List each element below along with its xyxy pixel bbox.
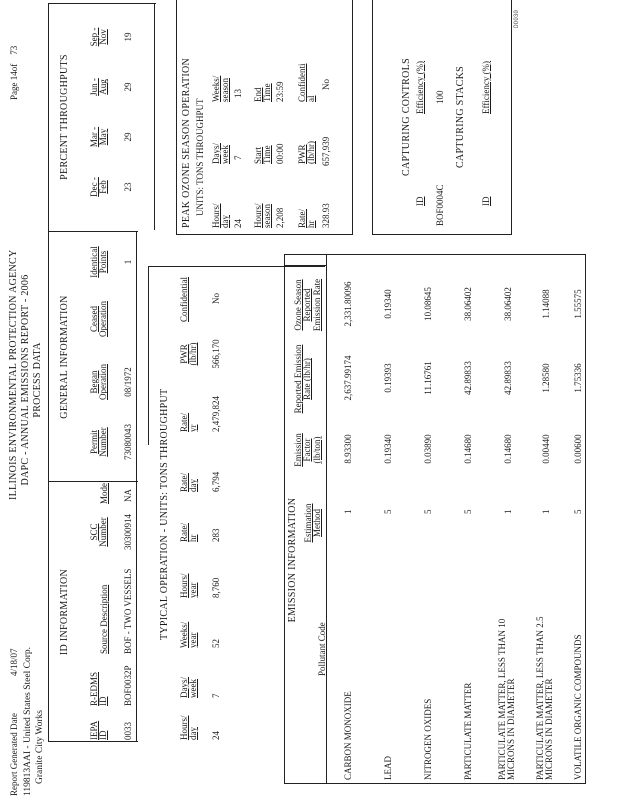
- stacks-id-header: ID: [481, 196, 491, 206]
- redms-id-header: R-EDMS ID: [89, 671, 109, 706]
- sep-nov-header: Sep - Nov: [89, 27, 109, 47]
- identical-points-header: Identical Points: [89, 246, 109, 278]
- peak-start-time-value: 00:00: [275, 143, 285, 164]
- top-rule: [48, 4, 49, 742]
- dec-feb-value: 23: [123, 182, 133, 192]
- peak-hours-season-value: 2,208: [275, 207, 285, 228]
- peak-ozone-title: PEAK OZONE SEASON OPERATION: [181, 57, 192, 228]
- iepa-id-value: 0033: [123, 722, 133, 740]
- ozone-rate-6: 1.14088: [541, 289, 551, 319]
- peak-end-time-header: End Time: [253, 83, 273, 102]
- mar-may-value: 29: [123, 132, 133, 142]
- method-7: 5: [573, 509, 583, 514]
- typ-rate-hr-value: 283: [211, 528, 221, 542]
- typ-rate-day-header: Rate/ day: [179, 473, 199, 492]
- report-generated-date: 4/18/07: [9, 648, 19, 676]
- jun-aug-value: 29: [123, 82, 133, 92]
- sep-nov-value: 19: [123, 32, 133, 42]
- form-stamp: DO030: [513, 9, 520, 28]
- permit-number-value: 73080043: [123, 424, 133, 460]
- ceased-operation-header: Ceased Operation: [89, 301, 109, 337]
- peak-start-time-header: Start Time: [253, 145, 273, 164]
- pollutant-2: LEAD: [383, 756, 393, 780]
- peak-pwr-value: 657,939: [321, 136, 331, 166]
- controls-id-header: ID: [415, 196, 425, 206]
- method-1: 1: [343, 509, 353, 514]
- began-operation-value: 08/1972: [123, 367, 133, 397]
- ozone-rate-5: 38.06402: [503, 287, 513, 321]
- typ-confidential-value: No: [211, 293, 221, 304]
- rate-5: 42.89833: [503, 361, 513, 395]
- emission-factor-header: Emission Factor (lb/ton): [293, 433, 322, 467]
- typ-rate-yr-header: Rate/ yr: [179, 413, 199, 432]
- iepa-id-header: IEPA ID: [89, 720, 109, 740]
- peak-weeks-season-value: 13: [233, 89, 243, 98]
- facility-line2: Granite City Works: [35, 710, 45, 784]
- typ-weeks-year-header: Weeks/ year: [179, 621, 199, 648]
- peak-hours-day-header: Hours/ day: [211, 203, 231, 228]
- pollutant-5: PARTICULATE MATTER, LESS THAN 10 MICRONS IN DIAMETER: [497, 618, 517, 780]
- pollutant-4: PARTICULATE MATTER: [463, 682, 473, 780]
- pollutant-6: PARTICULATE MATTER, LESS THAN 2.5 MICRONS IN DIAMETER: [535, 616, 555, 780]
- typ-hours-day-header: Hours/ day: [179, 715, 199, 740]
- pollutant-7: VOLATILE ORGANIC COMPOUNDS: [573, 634, 583, 780]
- peak-confidential-value: No: [321, 79, 331, 90]
- typical-operation-title: TYPICAL OPERATION - UNITS: TONS THROUGHPUT: [159, 388, 170, 640]
- peak-pwr-header: PWR (lb/hr): [297, 141, 317, 164]
- rate-6: 1.28580: [541, 363, 551, 393]
- typ-hours-day-value: 24: [211, 731, 221, 740]
- peak-rate-hr-value: 328.93: [321, 203, 331, 228]
- typ-rate-day-value: 6,794: [211, 471, 221, 492]
- dec-feb-header: Dec - Feb: [89, 177, 109, 197]
- peak-days-week-value: 7: [233, 155, 243, 160]
- method-2: 5: [383, 509, 393, 514]
- pollutant-1: CARBON MONOXIDE: [343, 691, 353, 780]
- typ-weeks-year-value: 52: [211, 639, 221, 648]
- factor-2: 0.19340: [383, 434, 393, 464]
- ozone-rate-4: 38.06402: [463, 287, 473, 321]
- typ-hours-year-header: Hours/ year: [179, 573, 199, 598]
- controls-efficiency-value: 100: [435, 90, 445, 104]
- permit-number-header: Permit Number: [89, 427, 109, 457]
- stacks-efficiency-header: Efficiency (%): [481, 60, 491, 114]
- peak-end-time-value: 23:59: [275, 81, 285, 102]
- report-title: DAPC - ANNUAL EMISSIONS REPORT - 2006: [20, 274, 31, 486]
- controls-id-value: BOF0004C: [435, 184, 445, 226]
- peak-weeks-season-header: Weeks/ season: [211, 75, 231, 102]
- rate-7: 1.75336: [573, 363, 583, 393]
- capturing-stacks-title: CAPTURING STACKS: [455, 65, 466, 169]
- mode-value: NA: [123, 489, 133, 502]
- ozone-rate-2: 0.19340: [383, 289, 393, 319]
- pollutant-code-header: Pollutant Code: [317, 622, 327, 676]
- scc-number-value: 30300914: [123, 514, 133, 550]
- peak-hours-day-value: 24: [233, 219, 243, 228]
- method-6: 1: [541, 509, 551, 514]
- began-operation-header: Began Operation: [89, 364, 109, 400]
- typ-pwr-value: 566,170: [211, 339, 221, 369]
- pollutant-3: NITROGEN OXIDES: [423, 698, 433, 780]
- page-number: Page 14of 73: [9, 45, 19, 100]
- typ-pwr-header: PWR (lb/hr): [179, 342, 199, 366]
- method-4: 5: [463, 509, 473, 514]
- typ-days-week-header: Days/ week: [179, 677, 199, 698]
- typ-confidential-header: Confidential: [179, 277, 189, 322]
- rate-1: 2,637.99174: [343, 355, 353, 401]
- rate-2: 0.19393: [383, 363, 393, 393]
- percent-bottom-rule: [154, 4, 155, 230]
- typ-hours-year-value: 8,760: [211, 577, 221, 598]
- ozone-rate-3: 10.08645: [423, 287, 433, 321]
- typ-days-week-value: 7: [211, 693, 221, 698]
- typ-rate-hr-header: Rate/ hr: [179, 523, 199, 542]
- factor-7: 0.00600: [573, 434, 583, 464]
- method-3: 5: [423, 509, 433, 514]
- peak-hours-season-header: Hours/ season: [253, 203, 273, 228]
- emission-info-title: EMISSION INFORMATION: [287, 497, 298, 623]
- ozone-season-rate-header: Ozone Season Reported Emission Rate: [293, 278, 322, 332]
- method-5: 1: [503, 509, 513, 514]
- capturing-controls-title: CAPTURING CONTROLS: [401, 58, 412, 176]
- source-description-value: BOF - TWO VESSELS: [123, 568, 133, 654]
- factor-4: 0.14680: [463, 434, 473, 464]
- source-description-header: Source Description: [99, 584, 109, 654]
- agency-name: ILLINOIS ENVIRONMENTAL PROTECTION AGENCY: [8, 249, 19, 500]
- jun-aug-header: Jun - Aug: [89, 78, 109, 96]
- general-info-title: GENERAL INFORMATION: [59, 295, 70, 419]
- factor-5: 0.14680: [503, 434, 513, 464]
- factor-6: 0.00440: [541, 434, 551, 464]
- identical-points-value: 1: [123, 259, 133, 265]
- id-info-title: ID INFORMATION: [59, 568, 70, 656]
- emission-title-rule-right: [284, 265, 326, 266]
- peak-days-week-header: Days/ week: [211, 143, 231, 164]
- facility-line1: 119813AAI - United States Steel Corp.: [23, 647, 33, 796]
- peak-confidential-header: Confidential: [297, 63, 317, 102]
- mode-header: Mode: [99, 483, 109, 504]
- id-general-bottom-rule: [136, 232, 137, 742]
- scc-number-header: SCC Number: [89, 517, 109, 547]
- rate-4: 42.89833: [463, 361, 473, 395]
- factor-3: 0.03890: [423, 434, 433, 464]
- peak-ozone-units: UNITS: TONS THROUGHPUT: [195, 98, 205, 216]
- estimation-method-header: Estimation Method: [303, 503, 323, 543]
- reported-emission-rate-header: Reported Emission Rate (lb/hr): [293, 344, 313, 414]
- percent-throughputs-title: PERCENT THROUGHPUTS: [59, 54, 70, 180]
- ozone-rate-7: 1.55575: [573, 289, 583, 319]
- ozone-rate-1: 2,331.80096: [343, 281, 353, 327]
- emission-title-rule: [326, 255, 327, 784]
- peak-rate-hr-header: Rate/ hr: [297, 209, 317, 228]
- typ-rate-yr-value: 2,479,824: [211, 396, 221, 432]
- controls-efficiency-header: Efficiency (%): [415, 60, 425, 114]
- rate-3: 11.16761: [423, 361, 433, 395]
- redms-id-value: BOF0032P: [123, 665, 133, 706]
- report-generated-label: Report Generated Date: [9, 713, 19, 796]
- section-title: PROCESS DATA: [32, 342, 43, 418]
- mar-may-header: Mar - May: [89, 126, 109, 148]
- factor-1: 8.93300: [343, 434, 353, 464]
